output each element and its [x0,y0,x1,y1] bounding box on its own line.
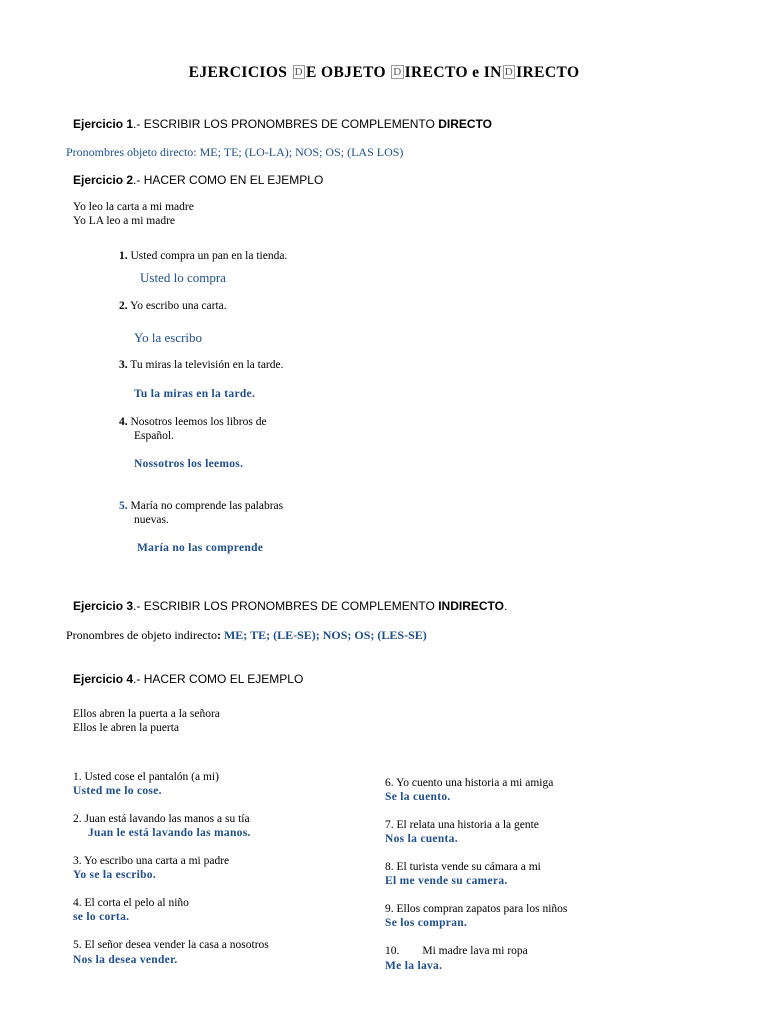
placeholder-glyph-box: D [504,66,514,78]
placeholder-glyph-box: D [393,66,402,78]
answer-text: se lo corta. [73,911,130,923]
answer-text: María no las comprende [137,542,264,554]
example-answer: Yo LA leo a mi madre [73,215,176,227]
answer-text: El me vende su camera. [385,875,508,887]
answer-text: Usted lo compra [140,270,226,285]
answer-text: Se los compran. [385,917,468,929]
exercise-1-heading: Ejercicio 1.- ESCRIBIR LOS PRONOMBRES DE COMPLEMENTO DIRECTO [73,117,493,131]
exercise-3-pronouns: Pronombres de objeto indirecto: ME; TE; (LE-SE); NOS; OS; (LES-SE) [66,628,427,642]
answer-text: Yo la escribo [134,330,203,345]
page-title: EJERCICIOS D E OBJETO D IRECTO e IN D IRECTO [188,64,580,81]
answer-text: Yo se la escribo. [73,869,157,881]
list-item: 1. Usted cose el pantalón (a mi) [73,771,219,783]
example-answer: Ellos le abren la puerta [73,722,180,734]
list-item: 3. Tu miras la televisión en la tarde. [119,359,284,371]
list-item: 4. El corta el pelo al niño [73,897,189,909]
list-item: 9. Ellos compran zapatos para los niños [385,903,568,915]
list-item-continuation: Español. [134,430,174,442]
example-sentence: Yo leo la carta a mi madre [73,201,194,213]
answer-text: Nossotros los leemos. [134,458,244,470]
example-sentence: Ellos abren la puerta a la señora [73,708,220,720]
exercise-4-heading: Ejercicio 4.- HACER COMO EL EJEMPLO [73,672,304,686]
answer-text: Nos la desea vender. [73,954,178,966]
list-item: 2. Juan está lavando las manos a su tía [73,813,250,825]
exercise-1-pronouns: Pronombres objeto directo: ME; TE; (LO-LA); NOS; OS; (LAS LOS) [66,145,404,159]
list-item: 2. Yo escribo una carta. [119,300,227,312]
answer-text: Usted me lo cose. [73,785,162,797]
list-item: 1. Usted compra un pan en la tienda. [119,250,288,262]
answer-text: Tu la miras en la tarde. [134,388,256,400]
list-item: 6. Yo cuento una historia a mi amiga [385,777,554,789]
answer-text: Juan le está lavando las manos. [88,827,251,839]
list-item: 7. El relata una historia a la gente [385,819,539,831]
answer-text: Se la cuento. [385,791,451,803]
list-item: 5. El señor desea vender la casa a nosotros [73,939,269,951]
exercise-2-heading: Ejercicio 2.- HACER COMO EN EL EJEMPLO [73,173,324,187]
list-item: 5. María no comprende las palabras [119,500,284,512]
placeholder-glyph-box: D [294,66,303,78]
list-item: 10. Mi madre lava mi ropa [385,945,528,957]
list-item: 3. Yo escribo una carta a mi padre [73,855,230,867]
list-item: 4. Nosotros leemos los libros de [119,416,267,428]
answer-text: Nos la cuenta. [385,833,458,845]
list-item-continuation: nuevas. [134,514,169,526]
list-item: 8. El turista vende su cámara a mi [385,861,541,873]
exercise-3-heading: Ejercicio 3.- ESCRIBIR LOS PRONOMBRES DE COMPLEMENTO INDIRECTO. [73,599,508,613]
answer-text: Me la lava. [385,960,443,972]
